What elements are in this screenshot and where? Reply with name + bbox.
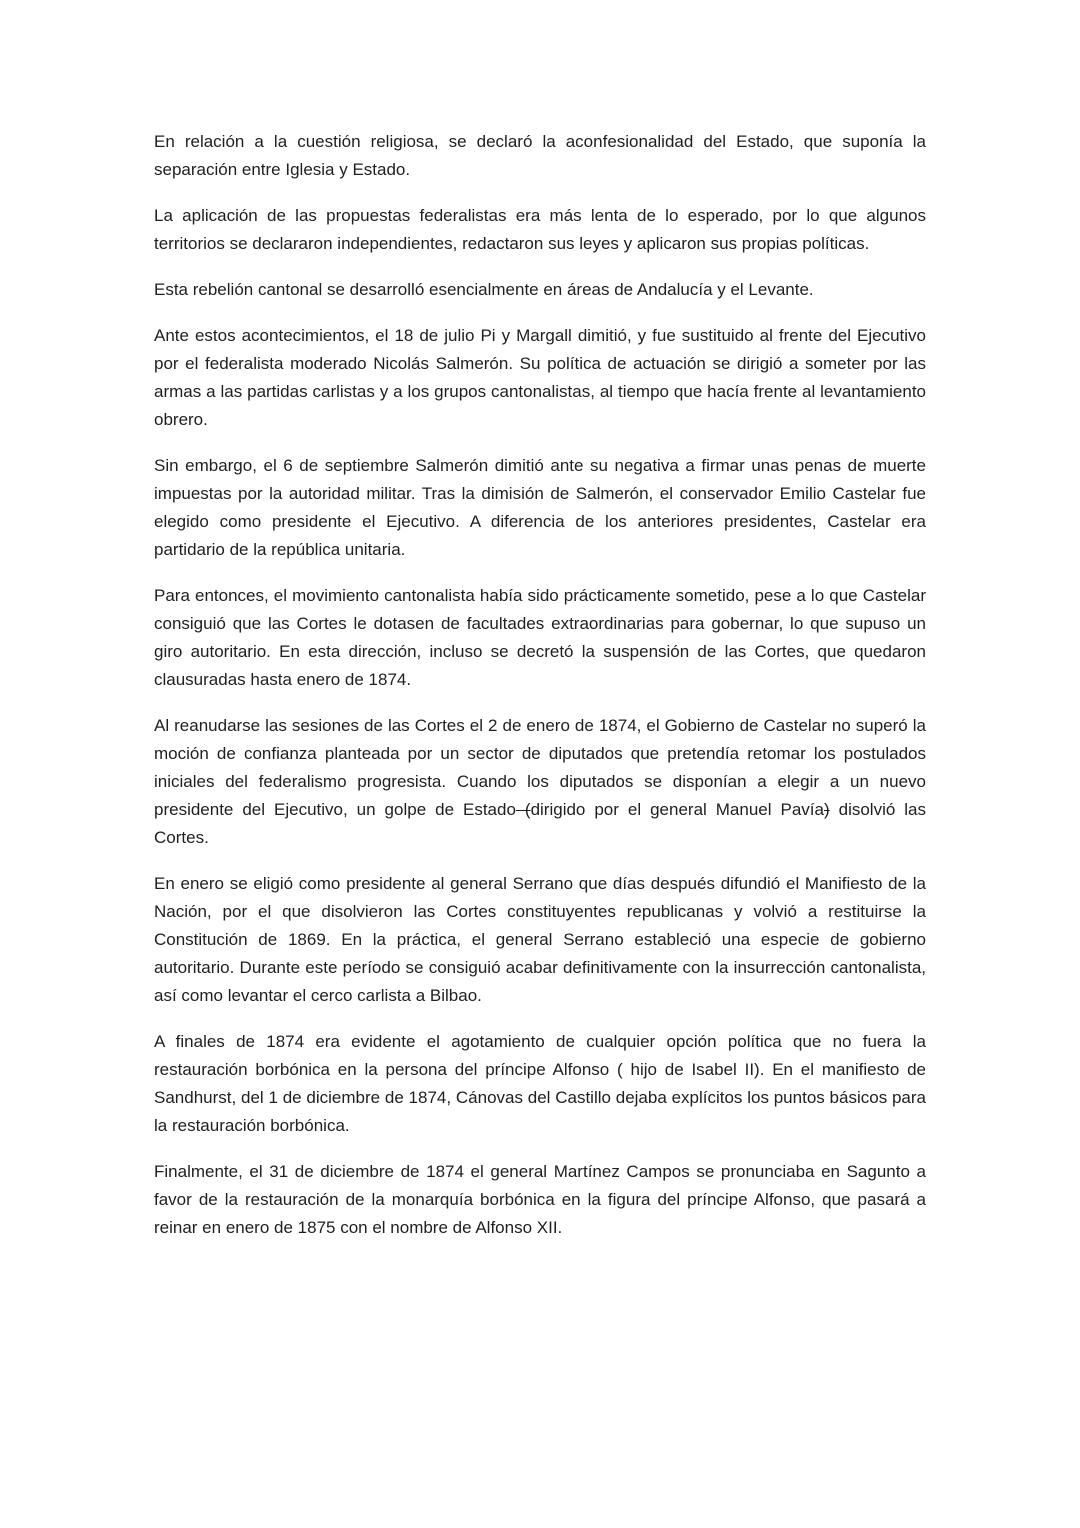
- paragraph-salmeron: Sin embargo, el 6 de septiembre Salmerón dimitió ante su negativa a firmar unas penas de muerte impuestas por la autoridad militar. Tras la dimisión de Salmerón, el conservador Emilio Castelar fue elegido como presidente el Ejecutivo. A diferencia de los anteriores presidentes, Castelar era partidario de la república unitaria.: [154, 456, 926, 559]
- strikethrough-close-paren: ): [823, 800, 830, 819]
- paragraph-pi-y-margall: Ante estos acontecimientos, el 18 de julio Pi y Margall dimitió, y fue sustituido al frente del Ejecutivo por el federalista moderado Nicolás Salmerón. Su política de actuación se dirigió a someter por las armas a las partidas carlistas y a los grupos cantonalistas, al tiempo que hacía frente al levantamiento obrero.: [154, 326, 926, 429]
- paragraph-propuestas-federalistas: La aplicación de las propuestas federalistas era más lenta de lo esperado, por lo que algunos territorios se declararon independientes, redactaron sus leyes y aplicaron sus propias políticas.: [154, 206, 926, 253]
- paragraph-pavia-middle: dirigido por el general Manuel Pavía: [530, 800, 824, 819]
- strikethrough-open-paren: (: [515, 800, 531, 819]
- paragraph-sandhurst: A finales de 1874 era evidente el agotamiento de cualquier opción política que no fuera la restauración borbónica en la persona del príncipe Alfonso ( hijo de Isabel II). En el manifiesto de Sandhurst, del 1 de diciembre de 1874, Cánovas del Castillo dejaba explícitos los puntos básicos para la restauración borbónica.: [154, 1032, 926, 1135]
- paragraph-serrano: En enero se eligió como presidente al general Serrano que días después difundió el Manifiesto de la Nación, por el que disolvieron las Cortes constituyentes republicanas y volvió a restituirse la Constitución de 1869. En la práctica, el general Serrano estableció una especie de gobierno autoritario. Durante este período se consiguió acabar definitivamente con la insurrección cantonalista, así como levantar el cerco carlista a Bilbao.: [154, 874, 926, 1005]
- paragraph-pavia-before: Al reanudarse las sesiones de las Cortes el 2 de enero de 1874, el Gobierno de Castelar no superó la moción de confianza planteada por un sector de diputados que pretendía retomar los postulados iniciales del federalismo progresista. Cuando los diputados se disponían a elegir a un nuevo presidente del Ejecutivo, un golpe de Estado: [154, 716, 926, 819]
- paragraph-cuestion-religiosa: En relación a la cuestión religiosa, se declaró la aconfesionalidad del Estado, que suponía la separación entre Iglesia y Estado.: [154, 132, 926, 179]
- paragraph-pavia-after: disolvió las Cortes.: [154, 800, 927, 847]
- paragraph-rebelion-cantonal: Esta rebelión cantonal se desarrolló esencialmente en áreas de Andalucía y el Levante.: [154, 280, 814, 299]
- paragraph-golpe-pavia: [154, 712, 926, 852]
- document-body: [154, 128, 926, 1260]
- paragraph-martinez-campos: Finalmente, el 31 de diciembre de 1874 el general Martínez Campos se pronunciaba en Sagunto a favor de la restauración de la monarquía borbónica en la figura del príncipe Alfonso, que pasará a reinar en enero de 1875 con el nombre de Alfonso XII.: [154, 1162, 926, 1237]
- paragraph-castelar: Para entonces, el movimiento cantonalista había sido prácticamente sometido, pese a lo que Castelar consiguió que las Cortes le dotasen de facultades extraordinarias para gobernar, lo que supuso un giro autoritario. En esta dirección, incluso se decretó la suspensión de las Cortes, que quedaron clausuradas hasta enero de 1874.: [154, 586, 926, 689]
